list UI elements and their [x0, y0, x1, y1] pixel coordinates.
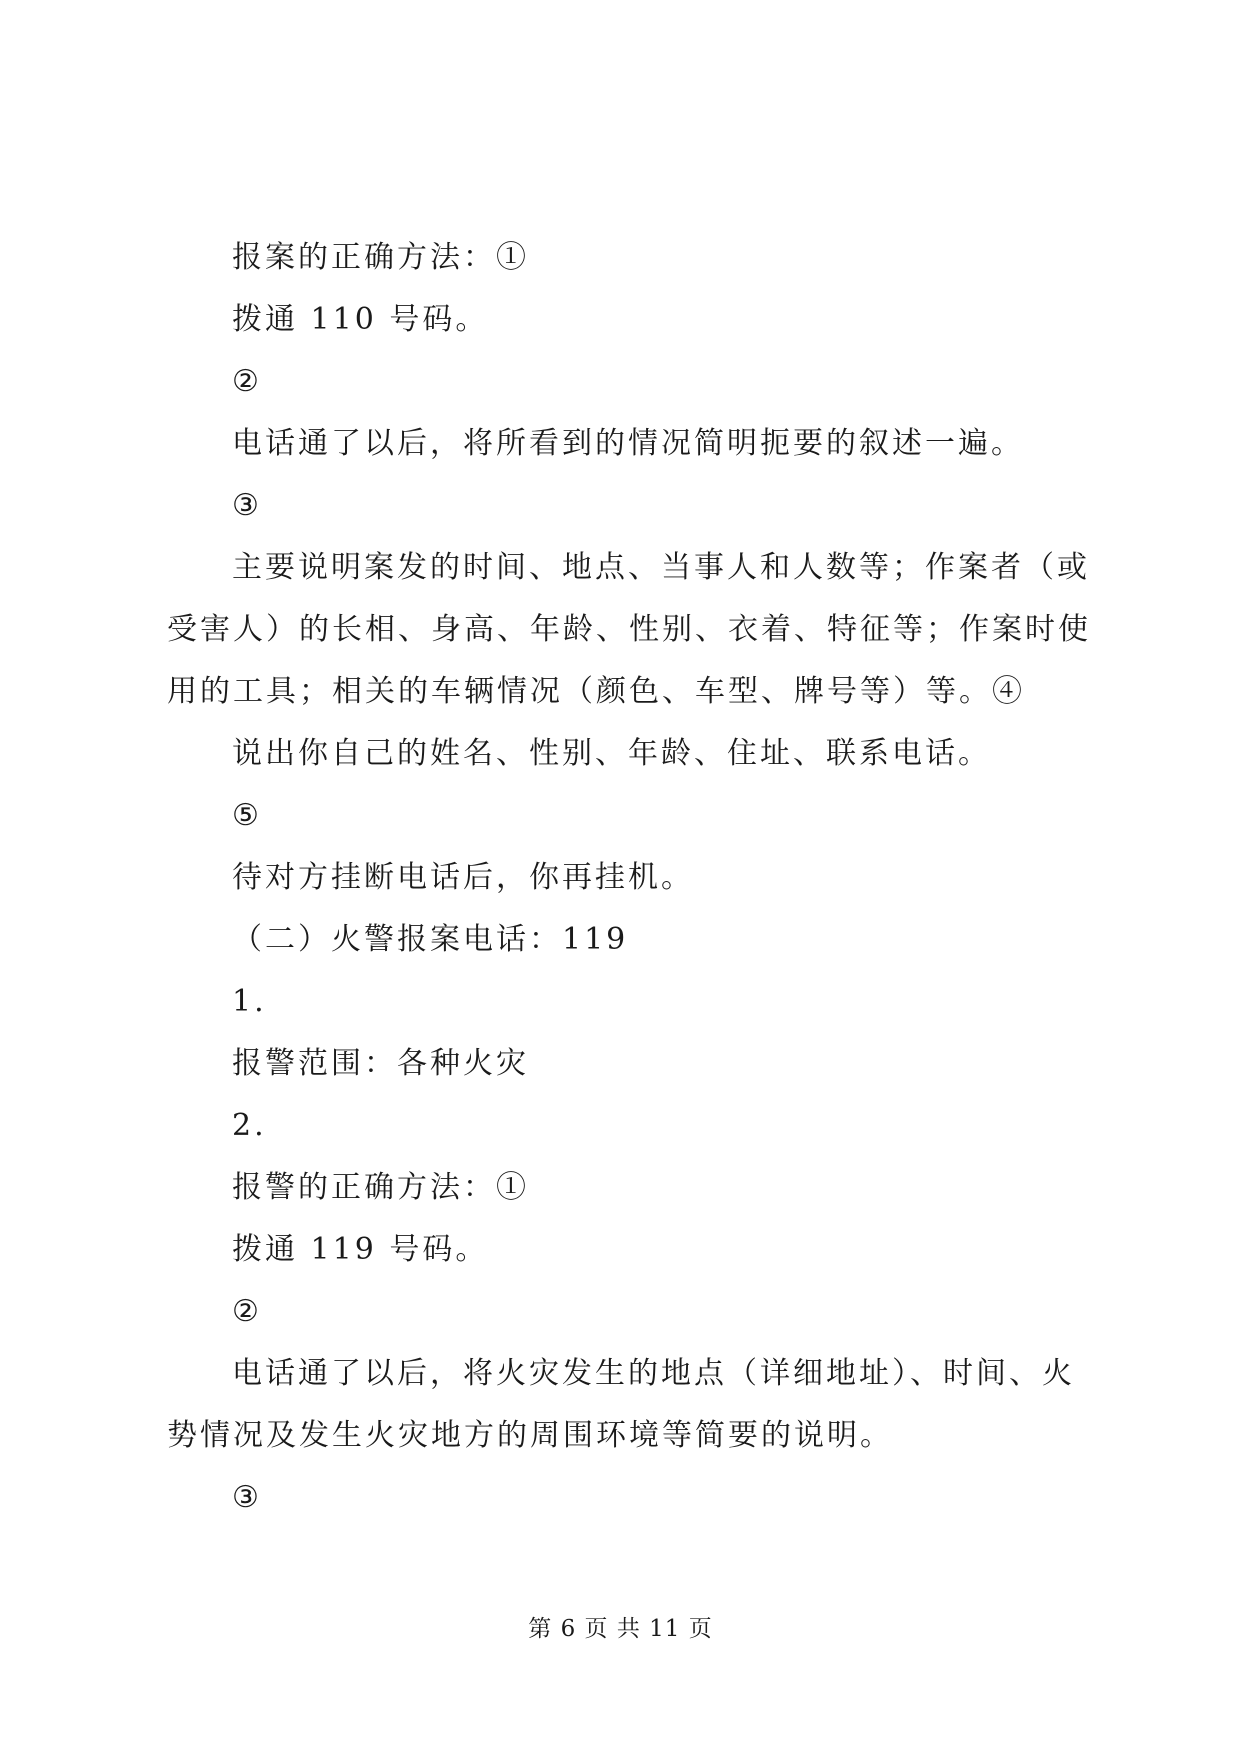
text-line: 拨通 119 号码。: [232, 1232, 489, 1267]
text-line: 拨通 110 号码。: [232, 302, 489, 337]
list-number: 2.: [232, 1108, 267, 1143]
text-line: 电话通了以后，将所看到的情况简明扼要的叙述一遍。: [232, 426, 1024, 461]
step-marker: ⑤: [232, 798, 262, 833]
step-marker: ②: [232, 364, 262, 399]
text-line: 报警范围：各种火灾: [232, 1046, 529, 1081]
document-body: [167, 227, 1091, 1529]
text-line: 主要说明案发的时间、地点、当事人和人数等；作案者（或: [232, 550, 1090, 585]
text-line: 报案的正确方法：①: [232, 240, 529, 275]
text-line: 说出你自己的姓名、性别、年龄、住址、联系电话。: [232, 736, 991, 771]
text-line: 用的工具；相关的车辆情况（颜色、车型、牌号等）等。④: [167, 674, 1025, 709]
text-line: 势情况及发生火灾地方的周围环境等简要的说明。: [167, 1418, 893, 1453]
text-line: 报警的正确方法：①: [232, 1170, 529, 1205]
page-number-footer: 第 6 页 共 11 页: [528, 1616, 713, 1642]
list-number: 1.: [232, 984, 267, 1019]
step-marker: ③: [232, 1480, 262, 1515]
text-line: 受害人）的长相、身高、年龄、性别、衣着、特征等；作案时使: [167, 612, 1091, 647]
section-heading: （二）火警报案电话：119: [232, 922, 629, 957]
step-marker: ②: [232, 1294, 262, 1329]
text-line: 电话通了以后，将火灾发生的地点（详细地址）、时间、火: [232, 1356, 1075, 1391]
step-marker: ③: [232, 488, 262, 523]
text-line: 待对方挂断电话后，你再挂机。: [232, 860, 694, 895]
